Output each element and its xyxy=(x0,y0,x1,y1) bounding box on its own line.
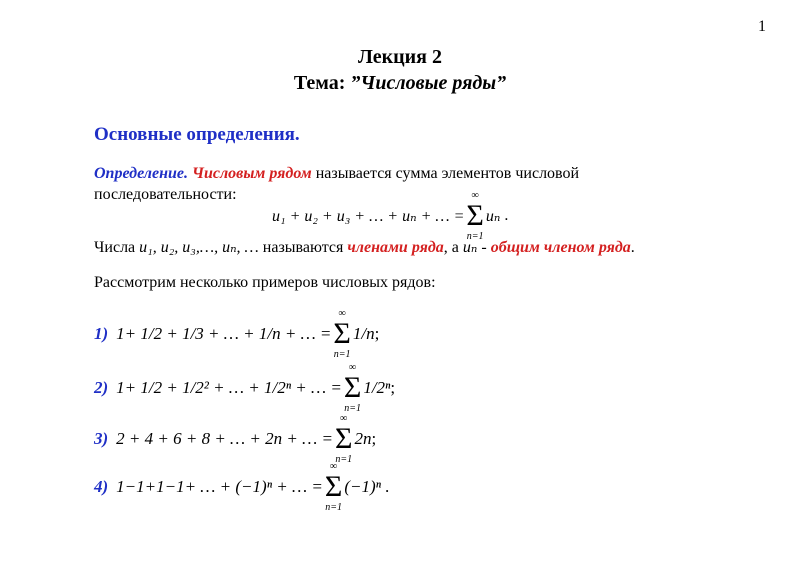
example-term: 1/2ⁿ xyxy=(363,378,391,397)
example-end: ; xyxy=(371,429,377,448)
example-4 xyxy=(94,461,389,513)
example-label: 1) xyxy=(94,324,109,343)
example-series: 1+ 1/2 + 1/3 + … + 1/n + … = xyxy=(116,324,332,343)
main-formula-lhs: u₁ + u₂ + u₃ + … + uₙ + … = xyxy=(272,208,465,225)
example-1 xyxy=(94,308,379,360)
example-label: 4) xyxy=(94,477,109,496)
members-term: членами ряда xyxy=(347,239,444,256)
sum-symbol: ∞ Σ n=1 xyxy=(343,362,362,414)
general-term: общим членом ряда xyxy=(490,239,631,256)
topic-prefix: Тема: xyxy=(293,72,351,94)
sum-upper: ∞ xyxy=(338,308,346,319)
example-end: ; xyxy=(390,378,396,397)
example-2 xyxy=(94,362,395,414)
examples-intro: Рассмотрим несколько примеров числовых рядов: xyxy=(94,274,436,291)
sum-lower: n=1 xyxy=(325,502,342,513)
members-end: . xyxy=(630,239,635,256)
page-number: 1 xyxy=(758,18,766,35)
members-mid3: - xyxy=(477,239,491,256)
members-list: u₁, u₂, u₃,…, uₙ, … xyxy=(139,239,259,256)
lecture-title: Лекция 2 xyxy=(357,46,443,68)
members-sentence xyxy=(94,237,635,258)
example-end: ; xyxy=(374,324,380,343)
definition-term: Числовым рядом xyxy=(192,165,312,182)
topic-name: ”Числовые ряды” xyxy=(350,72,507,94)
definition-label: Определение. xyxy=(94,165,188,182)
example-series: 1−1+1−1+ … + (−1)ⁿ + … = xyxy=(116,477,323,496)
general-symbol: uₙ xyxy=(462,239,478,256)
main-formula xyxy=(272,190,508,242)
sum-symbol: ∞ Σ n=1 xyxy=(466,190,484,242)
sum-lower: n=1 xyxy=(466,231,484,242)
members-mid2: , а xyxy=(443,239,463,256)
example-term: (−1)ⁿ xyxy=(344,477,381,496)
example-series: 1+ 1/2 + 1/2² + … + 1/2ⁿ + … = xyxy=(116,378,342,397)
sum-upper: ∞ xyxy=(349,362,357,373)
example-end: . xyxy=(384,477,390,496)
example-term: 2n xyxy=(354,429,372,448)
sum-upper: ∞ xyxy=(340,413,348,424)
sum-symbol: ∞ Σ n=1 xyxy=(333,308,351,360)
members-mid1: называются xyxy=(258,239,348,256)
sum-lower: n=1 xyxy=(335,454,353,465)
main-formula-end: . xyxy=(504,207,509,224)
sum-lower: n=1 xyxy=(344,403,361,414)
sum-symbol: ∞ Σ n=1 xyxy=(334,413,353,465)
sum-upper: ∞ xyxy=(330,461,338,472)
main-formula-term: uₙ xyxy=(485,208,501,225)
members-prefix: Числа xyxy=(94,239,140,256)
example-3 xyxy=(94,413,376,465)
sum-symbol: ∞ Σ n=1 xyxy=(324,461,343,513)
example-label: 3) xyxy=(94,429,109,448)
sum-lower: n=1 xyxy=(333,349,351,360)
example-label: 2) xyxy=(94,378,109,397)
sum-upper: ∞ xyxy=(471,190,479,201)
definition-text: называется сумма элементов числовой последовательности: xyxy=(94,165,580,203)
section-heading: Основные определения. xyxy=(94,124,300,145)
example-series: 2 + 4 + 6 + 8 + … + 2n + … = xyxy=(116,429,333,448)
example-term: 1/n xyxy=(352,324,375,343)
lecture-topic xyxy=(0,72,800,95)
